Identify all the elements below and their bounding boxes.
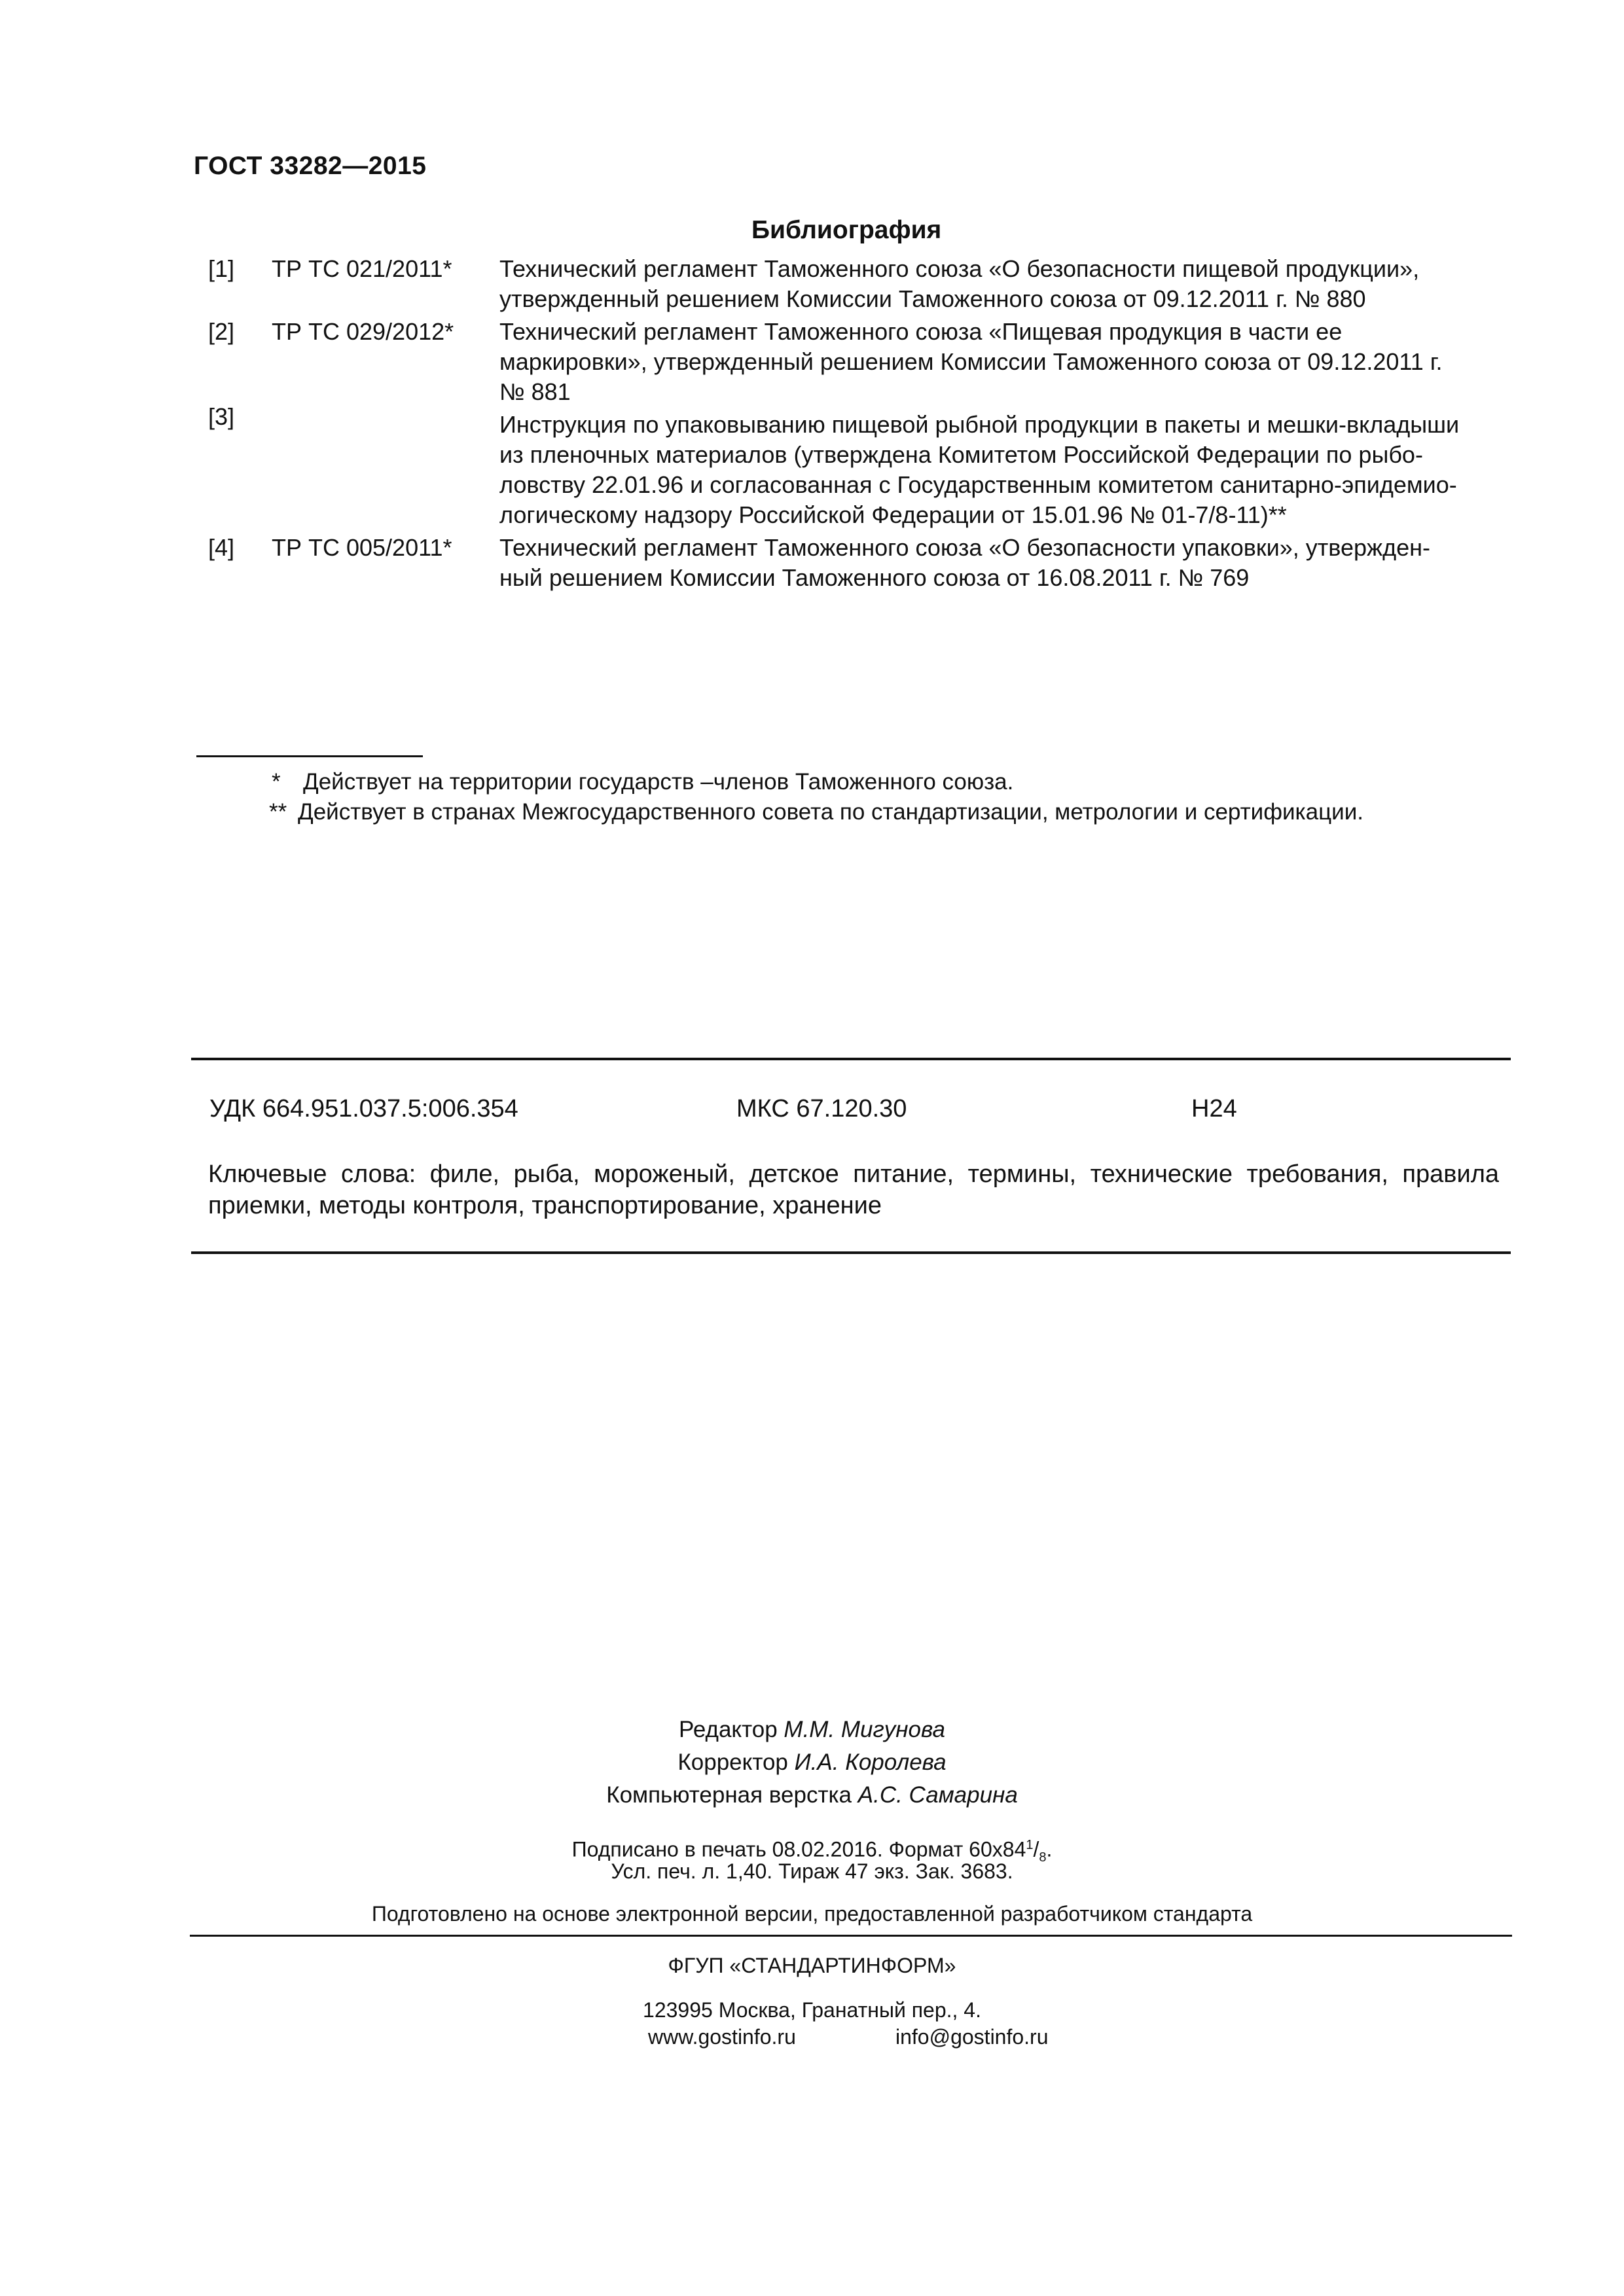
prepared-note: Подготовлено на основе электронной версии, предоставленной разработчиком стандарта (371, 1902, 1253, 1926)
mks-code: МКС 67.120.30 (736, 1095, 907, 1122)
okstu-code: Н24 (1191, 1095, 1237, 1122)
bibliography-item-text (499, 533, 1517, 593)
signed-text: Подписано в печать 08.02.2016. Формат 60x84 (571, 1837, 1026, 1861)
bibliography-item-number: [1] (208, 255, 235, 282)
bibliography-item-line: ловству 22.01.96 и согласованная с Государственным комитетом санитарно-эпидемио- (499, 471, 1457, 498)
classification-bottom-rule (191, 1251, 1511, 1254)
bibliography-item-number: [4] (208, 534, 235, 561)
publisher-name: ФГУП «СТАНДАРТИНФОРМ» (668, 1954, 956, 1977)
footnote-text: Действует в странах Межгосударственного совета по стандартизации, метрологии и сертификации. (298, 799, 1363, 825)
bibliography-item-number: [3] (208, 403, 235, 430)
bibliography-item-line: из пленочных материалов (утверждена Комитетом Российской Федерации по рыбо- (499, 441, 1423, 468)
bibliography-item-code: ТР ТС 029/2012* (272, 318, 454, 345)
bibliography-item-text (499, 410, 1517, 530)
format-denominator: 8 (1039, 1850, 1047, 1865)
bibliography-list (208, 254, 1517, 596)
udk-code: УДК 664.951.037.5:006.354 (209, 1095, 518, 1122)
print-info: Усл. печ. л. 1,40. Тираж 47 экз. Зак. 3683. (611, 1859, 1013, 1883)
bibliography-item-line: Технический регламент Таможенного союза «О безопасности пищевой продукции», (499, 255, 1420, 282)
bibliography-item (208, 317, 1517, 407)
bibliography-item-line: Технический регламент Таможенного союза «Пищевая продукция в части ее (499, 318, 1343, 345)
corrector-name: И.А. Королева (794, 1749, 947, 1775)
bibliography-item-text (499, 254, 1517, 314)
bibliography-item-line: Технический регламент Таможенного союза «О безопасности упаковки», утвержден- (499, 534, 1430, 561)
bibliography-item-line: ный решением Комиссии Таможенного союза от 16.08.2011 г. № 769 (499, 564, 1250, 591)
layout-label: Компьютерная верстка (606, 1782, 852, 1808)
bibliography-item-number: [2] (208, 318, 235, 345)
format-end: . (1046, 1837, 1053, 1861)
bibliography-item-text (499, 317, 1517, 407)
classification-top-rule (191, 1058, 1511, 1060)
footnote-divider (196, 755, 423, 757)
editor-line (0, 1713, 1624, 1746)
corrector-line (0, 1746, 1624, 1779)
footnote-text: Действует на территории государств –членов Таможенного союза. (303, 769, 1014, 795)
bibliography-item-code: ТР ТС 005/2011* (272, 534, 452, 561)
email-link[interactable]: info@gostinfo.ru (895, 2025, 1049, 2049)
layout-name: А.С. Самарина (857, 1782, 1018, 1808)
signed-line: Подписано в печать 08.02.2016. Формат $60x84^1/_8$. (571, 1837, 1053, 1865)
footnote-mark: ** (269, 799, 287, 825)
footnote-double (269, 797, 1363, 827)
footnotes (269, 767, 1363, 827)
publisher-divider (190, 1935, 1512, 1937)
bibliography-item (208, 533, 1517, 593)
bibliography-item (208, 403, 1517, 530)
bibliography-item-line: утвержденный решением Комиссии Таможенного союза от 09.12.2011 г. № 880 (499, 285, 1366, 312)
footnote-mark: * (272, 769, 281, 795)
footnote-single (272, 767, 1363, 797)
keywords: Ключевые слова: филе, рыба, мороженый, детское питание, термины, технические требования, правила приемки, методы контроля, транспортирование, хранение (208, 1160, 1499, 1219)
standard-id: ГОСТ 33282—2015 (194, 152, 427, 180)
bibliography-item-line: Инструкция по упаковыванию пищевой рыбной продукции в пакеты и мешки-вкладыши (499, 411, 1460, 438)
bibliography-item-line: маркировки», утвержденный решением Комиссии Таможенного союза от 09.12.2011 г. (499, 348, 1443, 375)
editor-name: М.М. Мигунова (784, 1717, 945, 1742)
bibliography-item-code: ТР ТС 021/2011* (272, 255, 452, 282)
bibliography-item-line: № 881 (499, 378, 571, 405)
corrector-label: Корректор (677, 1749, 788, 1775)
website-link[interactable]: www.gostinfo.ru (648, 2025, 796, 2049)
bibliography-item-line: логическому надзору Российской Федерации от 15.01.96 № 01-7/8-11)** (499, 501, 1287, 528)
layout-line (0, 1779, 1624, 1812)
format-numerator: 1 (1026, 1838, 1034, 1852)
bibliography-title: Библиография (751, 216, 942, 244)
publisher-address: 123995 Москва, Гранатный пер., 4. (643, 1998, 981, 2022)
editor-label: Редактор (679, 1717, 778, 1742)
bibliography-item (208, 254, 1517, 314)
